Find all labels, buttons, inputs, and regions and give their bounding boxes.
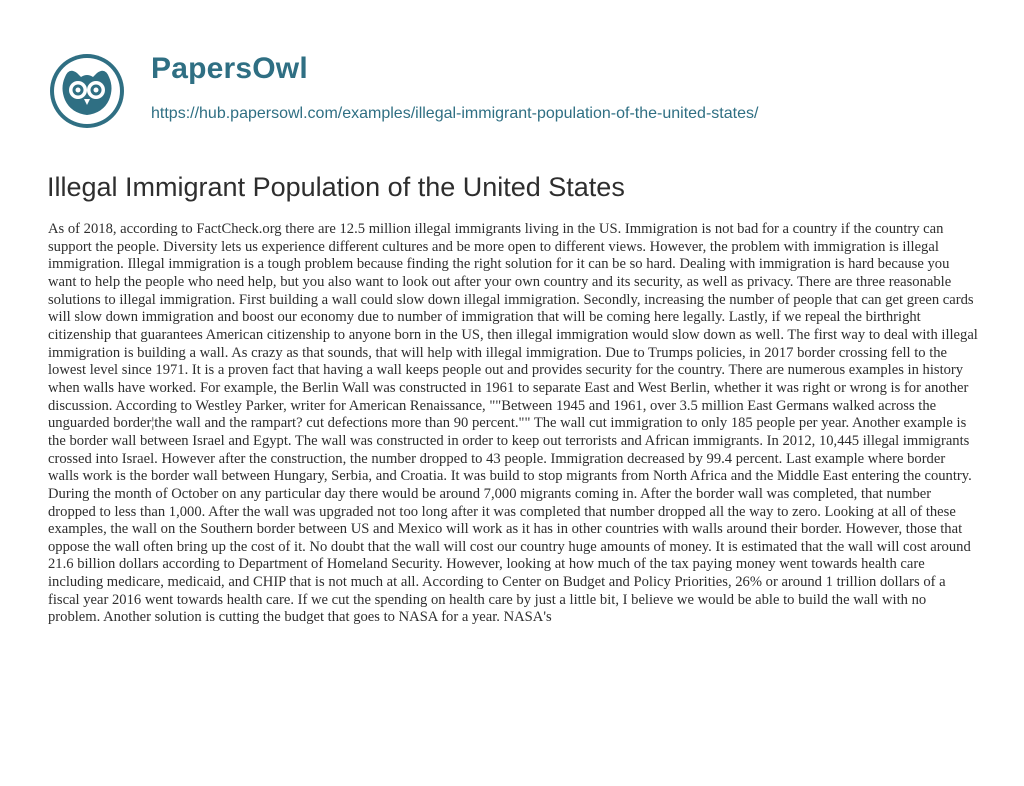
source-url-link[interactable]: https://hub.papersowl.com/examples/illegal-immigrant-population-of-the-united-states/ — [151, 105, 759, 122]
document-body: As of 2018, according to FactCheck.org there are 12.5 million illegal immigrants living in the US. Immigration is not bad for a country if the country can support the people. Diversity lets us experience different cultures and be more open to different views. However, the problem with immigration is illegal immigration. Illegal immigration is a tough problem because finding the right solution for it can be so hard. Dealing with immigration is hard because you want to help the people who need help, but you also want to look out after your own country and its security, as well as privacy. There are three reasonable solutions to illegal immigration. First building a wall could slow down illegal immigration. Secondly, increasing the number of people that can get green cards will slow down immigration and boost our economy due to number of immigration that will be coming here legally. Lastly, if we repeal the birthright citizenship that guarantees American citizenship to anyone born in the US, then illegal immigration would slow down as well. The first way to deal with illegal immigration is building a wall. As crazy as that sounds, that will help with illegal immigration. Due to Trumps policies, in 2017 border crossing fell to the lowest level since 1971. It is a proven fact that having a wall keeps people out and provides security for the country. There are numerous examples in history when walls have worked. For example, the Berlin Wall was constructed in 1961 to separate East and West Berlin, whether it was right or wrong is for another discussion. According to Westley Parker, writer for American Renaissance, ""Between 1945 and 1961, over 3.5 million East Germans walked across the unguarded border¦the wall and the rampart? cut defections more than 90 percent."" The wall cut immigration to only 185 people per year. Another example is the border wall between Israel and Egypt. The wall was constructed in order to keep out terrorists and African immigrants. In 2012, 10,445 illegal immigrants crossed into Israel. However after the construction, the number dropped to 43 people. Immigration decreased by 99.4 percent. Last example where border walls work is the border wall between Hungary, Serbia, and Croatia. It was build to stop migrants from North Africa and the Middle East entering the country. During the month of October on any particular day there would be around 7,000 migrants coming in. After the border wall was completed, that number dropped to less than 1,000. After the wall was upgraded not too long after it was completed that number dropped all the way to zero. Looking at all of these examples, the wall on the Southern border between US and Mexico will work as it has in other countries with walls around their border. However, those that oppose the wall often bring up the cost of it. No doubt that the wall will cost our country huge amounts of money. It is estimated that the wall will cost around 21.6 billion dollars according to Department of Homeland Security. However, looking at how much of the tax paying money went towards health care including medicare, medicaid, and CHIP that is not much at all. According to Center on Budget and Policy Priorities, 26% or around 1 trillion dollars of a fiscal year 2016 went towards health care. If we cut the spending on health care by just a little bit, I believe we would be able to build the wall with no problem. Another solution is cutting the budget that goes to NASA for a year. NASA's — [48, 221, 978, 626]
site-header — [48, 52, 988, 136]
brand-name[interactable]: PapersOwl — [151, 52, 308, 85]
owl-logo-icon[interactable] — [48, 52, 126, 130]
document-title: Illegal Immigrant Population of the United States — [47, 172, 625, 202]
